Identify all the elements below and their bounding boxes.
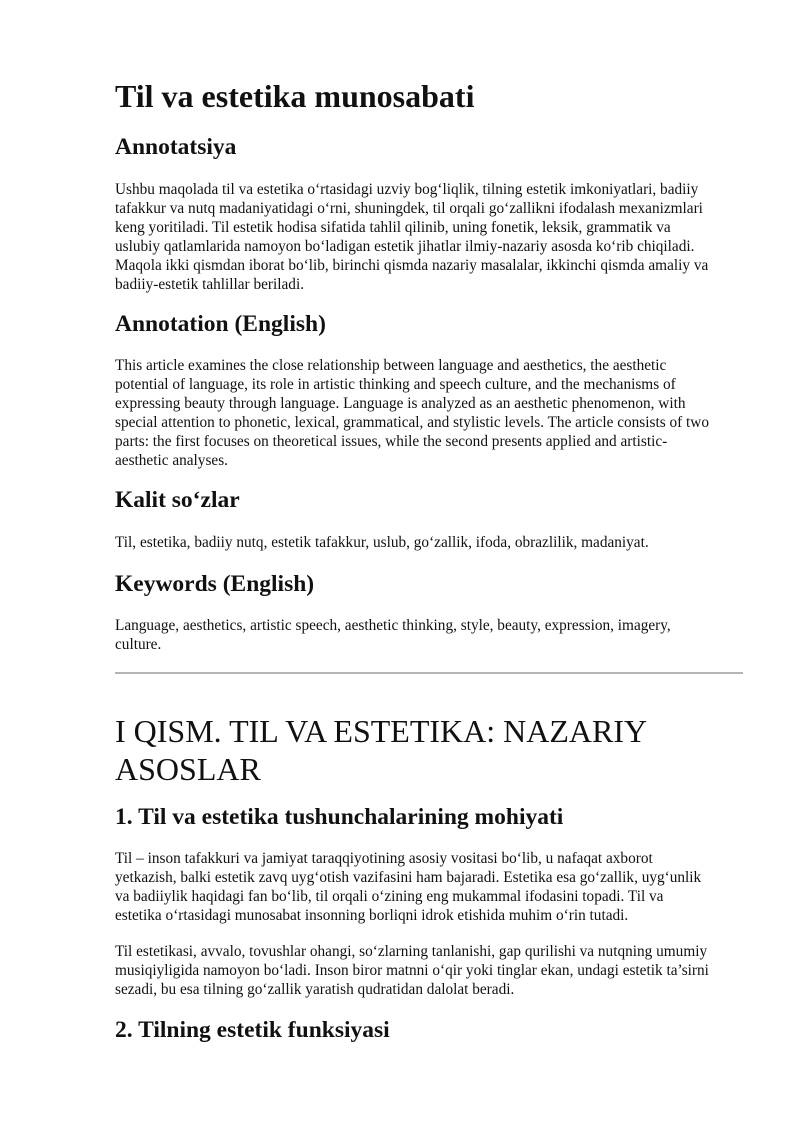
keywords-en-heading: Keywords (English) (115, 571, 315, 597)
text-line: aesthetic analyses. (115, 452, 228, 469)
text-line: Maqola ikki qismdan iborat bo‘lib, birinchi qismda nazariy masalalar, ikkinchi qismda amaliy va (115, 257, 709, 274)
section-divider (115, 672, 743, 674)
keywords-uz-paragraph (115, 533, 743, 552)
text-line: tafakkur va nutq madaniyatidagi o‘rni, shuningdek, til orqali go‘zallikni ifodalash mexanizmlari (115, 200, 703, 217)
text-line: Ushbu maqolada til va estetika o‘rtasidagi uzviy bog‘liqlik, tilning estetik imkoniyatlari, badiiy (115, 181, 699, 198)
text-line: yetkazish, balki estetik zavq uyg‘otish vazifasini ham bajaradi. Estetika esa go‘zallik, uyg‘unlik (115, 869, 702, 886)
text-line: estetika o‘rtasidagi munosabat insonning borliqni idrok etishida muhim o‘rin tutadi. (115, 907, 629, 924)
annotation-en-paragraph (115, 356, 743, 470)
text-line: badiiy-estetik tahlillar beriladi. (115, 276, 305, 293)
text-line: parts: the first focuses on theoretical issues, while the second presents applied and artistic- (115, 433, 668, 450)
annotation-uz-heading: Annotatsiya (115, 134, 237, 160)
part-title-line: I QISM. TIL VA ESTETIKA: NAZARIY (115, 713, 648, 749)
text-line: Til, estetika, badiiy nutq, estetik tafakkur, uslub, go‘zallik, ifoda, obrazlilik, madaniyat. (115, 534, 649, 551)
text-line: sezadi, bu esa tilning go‘zallik yaratish qudratidan dalolat beradi. (115, 981, 515, 998)
annotation-uz-paragraph (115, 180, 743, 294)
section1-paragraph-2 (115, 942, 743, 999)
section2-heading: 2. Tilning estetik funksiyasi (115, 1017, 390, 1043)
text-line: This article examines the close relationship between language and aesthetics, the aesthetic (115, 357, 667, 374)
annotation-en-heading: Annotation (English) (115, 311, 326, 337)
text-line: Til estetikasi, avvalo, tovushlar ohangi, so‘zlarning tanlanishi, gap qurilishi va nutqning umumiy (115, 943, 708, 960)
text-line: musiqiyligida namoyon bo‘ladi. Inson biror matnni o‘qir yoki tinglar ekan, undagi estetik ta’sirni (115, 962, 709, 979)
part-title (115, 712, 647, 788)
document-title: Til va estetika munosabati (115, 78, 475, 114)
text-line: expressing beauty through language. Language is analyzed as an aesthetic phenomenon, with (115, 395, 686, 412)
text-line: Til – inson tafakkuri va jamiyat taraqqiyotining asosiy vositasi bo‘lib, u nafaqat axborot (115, 850, 653, 867)
section1-heading: 1. Til va estetika tushunchalarining mohiyati (115, 804, 564, 830)
text-line: uslubiy qatlamlarida namoyon bo‘ladigan estetik jihatlar ilmiy-nazariy asosda ko‘rib chiqiladi. (115, 238, 695, 255)
text-line: keng yoritiladi. Til estetik hodisa sifatida tahlil qilinib, uning fonetik, leksik, grammatik va (115, 219, 671, 236)
keywords-uz-heading: Kalit so‘zlar (115, 487, 240, 513)
text-line: potential of language, its role in artistic thinking and speech culture, and the mechanisms of (115, 376, 676, 393)
text-line: Language, aesthetics, artistic speech, aesthetic thinking, style, beauty, expression, imagery, (115, 617, 671, 634)
part-title-line: ASOSLAR (115, 751, 261, 787)
keywords-en-paragraph (115, 616, 743, 654)
text-line: culture. (115, 636, 162, 653)
text-line: special attention to phonetic, lexical, grammatical, and stylistic levels. The article consists of two (115, 414, 710, 431)
text-line: va badiiylik haqidagi fan bo‘lib, til orqali o‘zining eng mukammal ifodasini topadi. Til va (115, 888, 664, 905)
section1-paragraph-1 (115, 849, 743, 925)
